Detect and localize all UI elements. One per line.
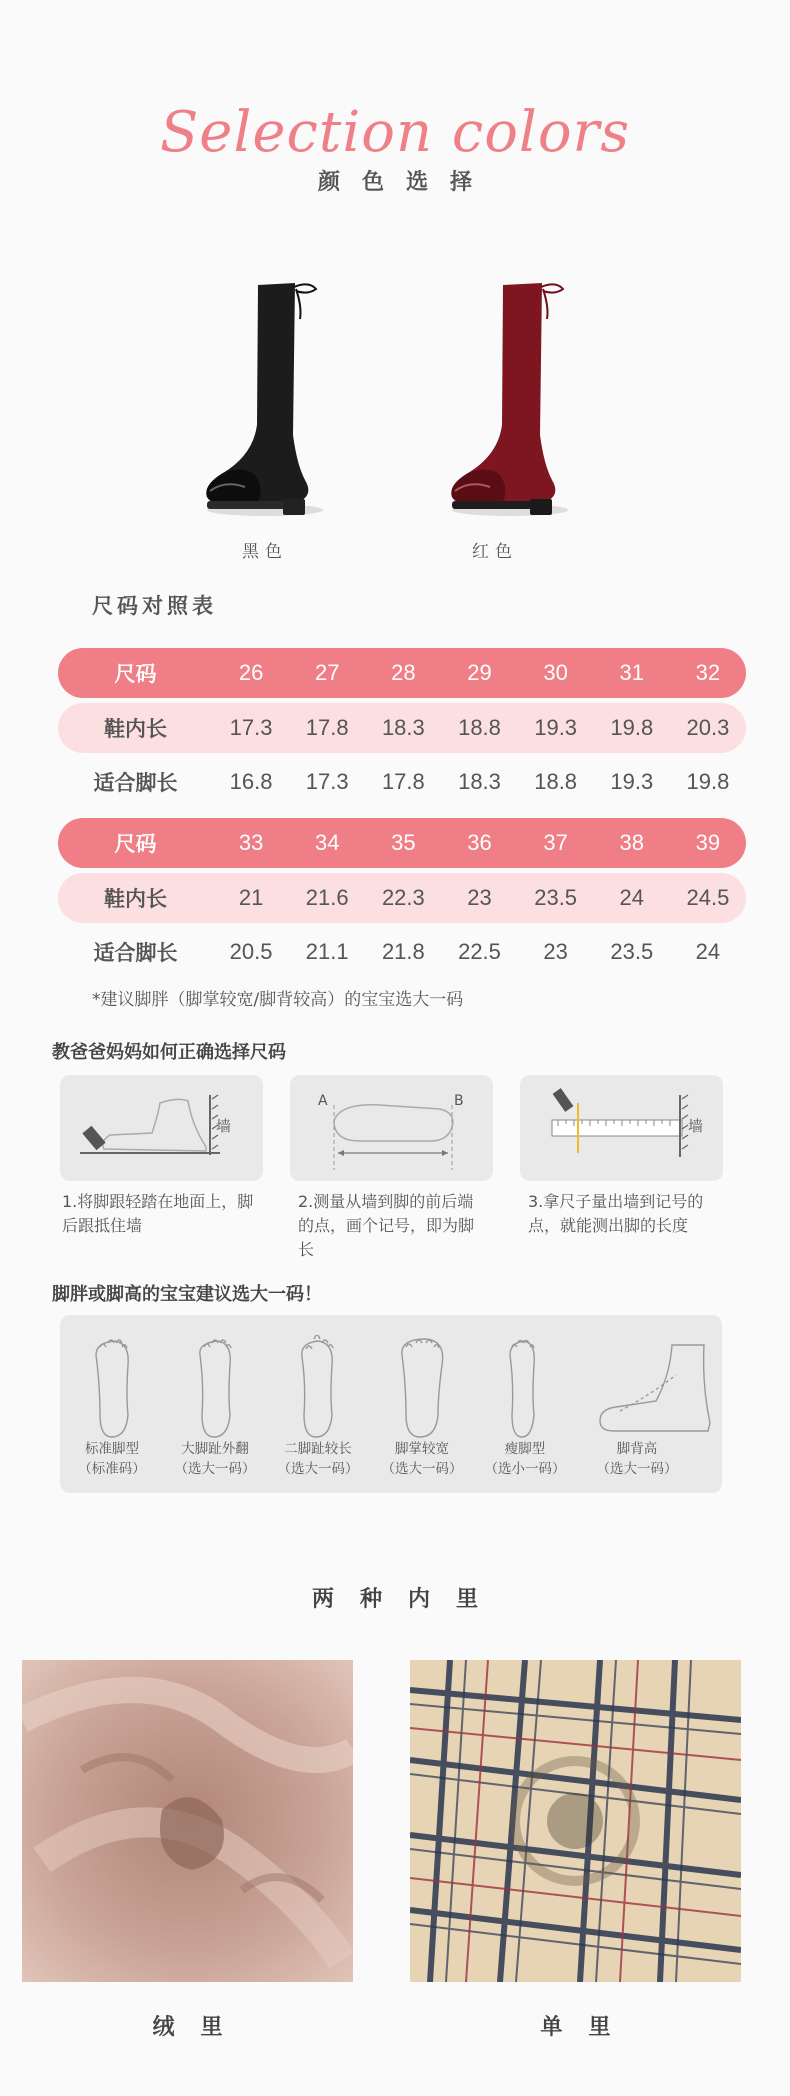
plush-lining-label: 绒里 — [152, 2015, 249, 2040]
foot-type-advice: （选大一码） — [174, 1461, 256, 1477]
row-label: 适合脚长 — [93, 771, 178, 795]
wall-label: 墙 — [216, 1117, 232, 1135]
cell: 33 — [238, 830, 264, 855]
cell: 18.8 — [458, 715, 501, 740]
cell: 32 — [695, 660, 721, 685]
cell: 18.8 — [534, 769, 578, 794]
row-label: 尺码 — [114, 662, 157, 686]
size-chart-title: 尺码对照表 — [92, 594, 217, 618]
foot-type-long-second-toe — [263, 1439, 373, 1479]
row-label: 鞋内长 — [104, 887, 167, 911]
step-3-text: 3.拿尺子量出墙到记号的点，就能测出脚的长度 — [528, 1192, 704, 1235]
cell: 24 — [619, 885, 645, 910]
cell: 23 — [467, 885, 492, 910]
cell: 23.5 — [610, 939, 654, 964]
step-2-illustration — [290, 1075, 493, 1181]
cell: 23.5 — [534, 885, 578, 910]
plaid-lining-photo — [410, 1660, 741, 1982]
wall-label: 墙 — [688, 1117, 704, 1135]
cell: 30 — [543, 660, 568, 685]
section-title-script: Selection colors — [159, 100, 631, 165]
inner-length-row-1 — [58, 703, 746, 753]
plaid-lining-label: 单里 — [540, 2015, 637, 2040]
row-label: 尺码 — [114, 832, 157, 856]
foot-type-thin — [470, 1439, 580, 1479]
foot-length-row-2 — [58, 927, 746, 977]
point-b-label: B — [454, 1093, 464, 1109]
cell: 17.3 — [229, 715, 273, 740]
foot-type-name: 脚掌较宽 — [395, 1441, 449, 1457]
foot-type-bunion — [160, 1439, 270, 1479]
size-row-1 — [58, 648, 746, 698]
foot-type-advice: （标准码） — [78, 1461, 146, 1477]
cell: 21 — [238, 885, 264, 910]
cell: 22.5 — [458, 939, 501, 964]
red-boot-image — [410, 275, 610, 535]
row-label: 适合脚长 — [93, 941, 178, 965]
cell: 24.5 — [686, 885, 730, 910]
color-label-red: 红色 — [472, 542, 518, 562]
black-boot-image — [165, 275, 365, 535]
cell: 35 — [391, 830, 416, 855]
foot-type-wide — [367, 1439, 477, 1479]
cell: 20.3 — [686, 715, 730, 740]
cell: 17.3 — [305, 769, 349, 794]
foot-length-row-1 — [58, 757, 746, 807]
foot-type-high-instep — [582, 1439, 692, 1479]
foot-type-advice: （选大一码） — [277, 1461, 359, 1477]
step-1-illustration — [60, 1075, 263, 1181]
foot-type-name: 脚背高 — [616, 1441, 658, 1457]
cell: 26 — [238, 660, 264, 685]
step-3-illustration — [520, 1075, 723, 1181]
foot-type-standard — [57, 1439, 167, 1479]
plush-lining-photo — [22, 1660, 353, 1982]
cell: 17.8 — [305, 715, 349, 740]
cell: 31 — [619, 660, 645, 685]
size-note: *建议脚胖（脚掌较宽/脚背较高）的宝宝选大一码 — [92, 990, 464, 1010]
size-row-2 — [58, 818, 746, 868]
row-label: 鞋内长 — [104, 717, 167, 741]
cell: 34 — [314, 830, 340, 855]
cell: 39 — [695, 830, 721, 855]
cell: 27 — [314, 660, 340, 685]
cell: 19.8 — [610, 715, 654, 740]
step-1-text: 1.将脚跟轻踏在地面上，脚后跟抵住墙 — [62, 1192, 254, 1235]
cell: 20.5 — [229, 939, 273, 964]
color-label-black: 黑色 — [242, 542, 288, 562]
cell: 21.1 — [305, 939, 349, 964]
section-title-cn: 颜色选择 — [317, 170, 494, 195]
cell: 24 — [695, 939, 721, 964]
foot-types-title: 脚胖或脚高的宝宝建议选大一码！ — [52, 1284, 322, 1305]
foot-types-card — [60, 1315, 722, 1493]
cell: 36 — [467, 830, 492, 855]
cell: 19.3 — [610, 769, 654, 794]
cell: 21.8 — [381, 939, 425, 964]
foot-type-name: 二脚趾较长 — [284, 1441, 352, 1457]
foot-type-name: 大脚趾外翻 — [181, 1441, 249, 1457]
foot-type-name: 标准脚型 — [85, 1441, 139, 1457]
cell: 18.3 — [381, 715, 425, 740]
cell: 18.3 — [458, 769, 501, 794]
linings-title: 两种内里 — [311, 1587, 504, 1612]
cell: 22.3 — [381, 885, 425, 910]
cell: 19.8 — [686, 769, 730, 794]
foot-type-advice: （选小一码） — [484, 1461, 566, 1477]
point-a-label: A — [318, 1093, 328, 1109]
cell: 38 — [619, 830, 645, 855]
cell: 29 — [467, 660, 492, 685]
cell: 37 — [543, 830, 568, 855]
foot-type-advice: （选大一码） — [381, 1461, 463, 1477]
step-2-text: 2.测量从墙到脚的前后端的点，画个记号，即为脚长 — [298, 1192, 475, 1259]
cell: 28 — [391, 660, 416, 685]
cell: 16.8 — [229, 769, 273, 794]
cell: 23 — [543, 939, 568, 964]
cell: 19.3 — [534, 715, 578, 740]
inner-length-row-2 — [58, 873, 746, 923]
cell: 21.6 — [305, 885, 349, 910]
cell: 17.8 — [381, 769, 425, 794]
measure-title: 教爸爸妈妈如何正确选择尺码 — [52, 1042, 286, 1063]
foot-type-name: 瘦脚型 — [504, 1441, 546, 1457]
foot-type-advice: （选大一码） — [596, 1461, 678, 1477]
